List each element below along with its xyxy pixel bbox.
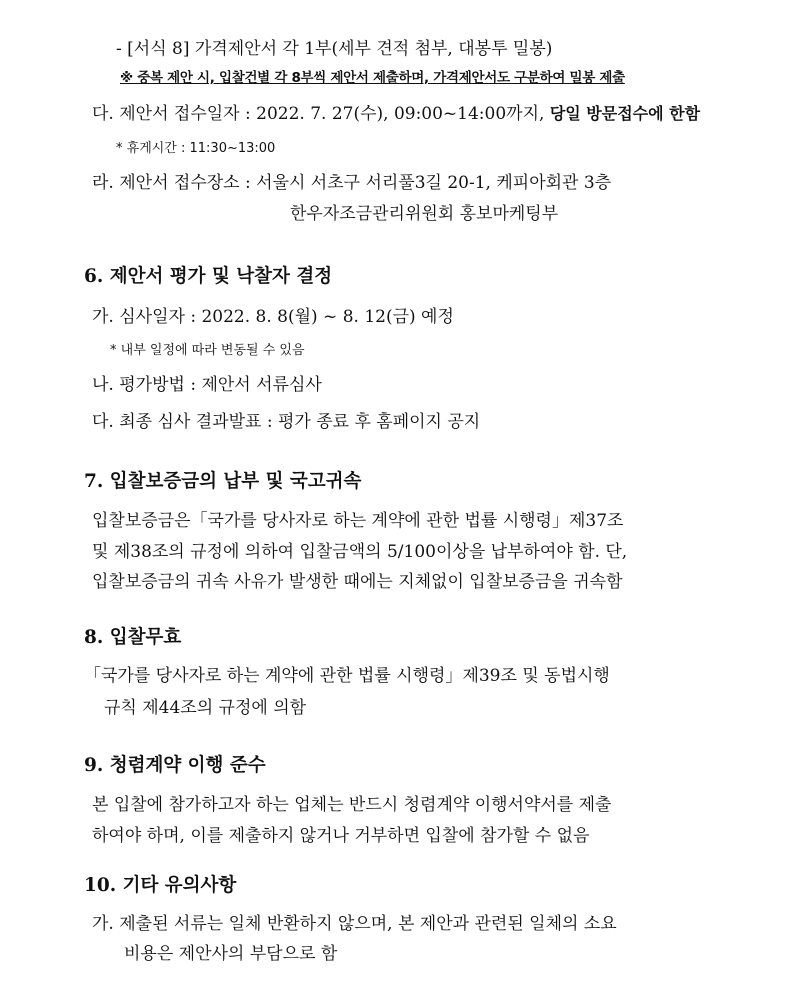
section-7-title: 7. 입찰보증금의 납부 및 국고귀속: [84, 471, 362, 492]
break-time-note: * 휴게시간 : 11:30~13:00: [116, 141, 276, 156]
section-7-line3: 입찰보증금의 귀속 사유가 발생한 때에는 지체없이 입찰보증금을 귀속함: [92, 572, 623, 592]
section-6-result-announcement: 다. 최종 심사 결과발표 : 평가 종료 후 홈페이지 공지: [92, 412, 481, 432]
duplicate-submission-note: ※ 중복 제안 시, 입찰건별 각 8부씩 제안서 제출하며, 가격제안서도 구분하여 밀봉 제출: [120, 70, 625, 86]
section-8-line2: 규칙 제44조의 규정에 의함: [104, 698, 307, 718]
section-10-title: 10. 기타 유의사항: [84, 875, 237, 896]
receipt-place-line2: 한우자조금관리위원회 홍보마케팅부: [290, 204, 559, 224]
section-6-review-date: 가. 심사일자 : 2022. 8. 8(월) ~ 8. 12(금) 예정: [92, 307, 454, 327]
section-9-line1: 본 입찰에 참가하고자 하는 업체는 반드시 청렴계약 이행서약서를 제출: [92, 795, 612, 815]
section-10-a-line2: 비용은 제안사의 부담으로 함: [124, 944, 338, 964]
section-10-a-line1: 가. 제출된 서류는 일체 반환하지 않으며, 본 제안과 관련된 일체의 소요: [92, 914, 617, 934]
section-7-line1: 입찰보증금은「국가를 당사자로 하는 계약에 관한 법률 시행령」제37조: [92, 511, 624, 531]
section-6-title: 6. 제안서 평가 및 낙찰자 결정: [84, 266, 333, 287]
receipt-place-line1: 라. 제안서 접수장소 : 서울시 서초구 서리풀3길 20-1, 케피아회관 3층: [92, 173, 612, 193]
receipt-date-emphasis: 당일 방문접수에 한함: [549, 104, 701, 123]
section-6-review-note: * 내부 일정에 따라 변동될 수 있음: [110, 343, 305, 358]
section-8-title: 8. 입찰무효: [84, 627, 182, 648]
section-9-line2: 하여야 하며, 이를 제출하지 않거나 거부하면 입찰에 참가할 수 없음: [92, 826, 590, 846]
receipt-date-line: [92, 103, 700, 125]
section-8-line1: 「국가를 당사자로 하는 계약에 관한 법률 시행령」제39조 및 동법시행: [84, 666, 610, 686]
section-6-evaluation-method: 나. 평가방법 : 제안서 서류심사: [92, 375, 322, 395]
section-9-title: 9. 청렴계약 이행 준수: [84, 755, 266, 776]
form-item-price-proposal: - [서식 8] 가격제안서 각 1부(세부 견적 첨부, 대봉투 밀봉): [116, 39, 553, 59]
section-7-line2: 및 제38조의 규정에 의하여 입찰금액의 5/100이상을 납부하여야 함. 단,: [92, 542, 628, 562]
receipt-date-text: 다. 제안서 접수일자 : 2022. 7. 27(수), 09:00~14:00까지,: [92, 104, 550, 124]
